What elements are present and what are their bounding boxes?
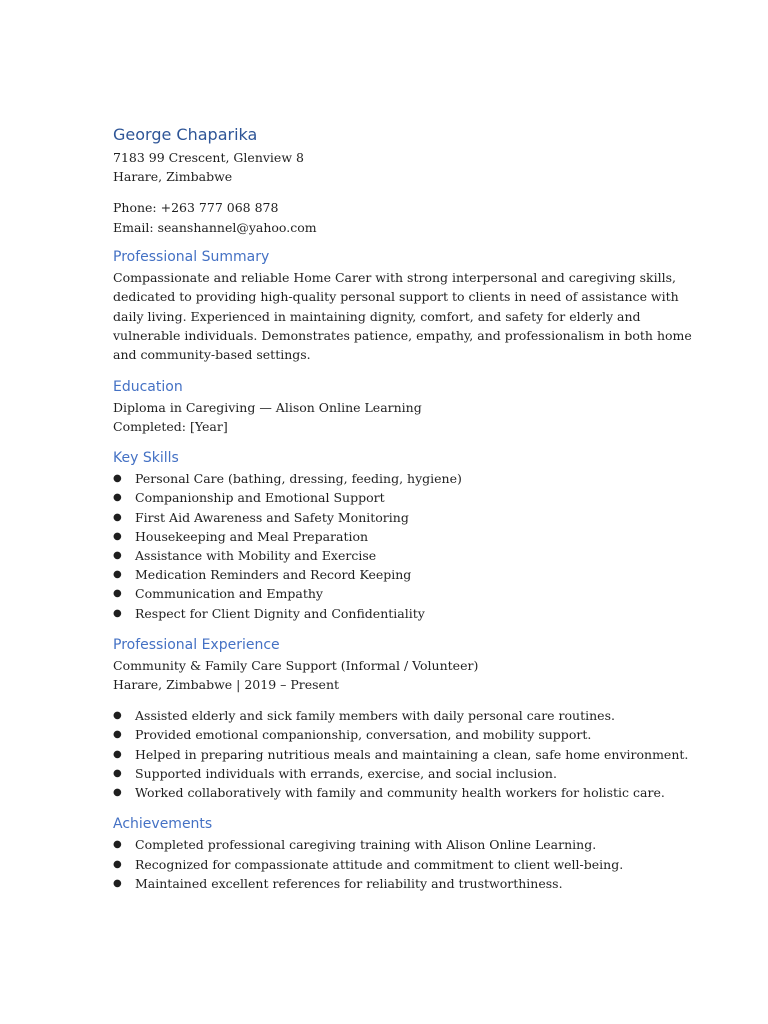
list-item — [113, 546, 673, 565]
bullet-icon: ● — [113, 858, 122, 870]
list-item-text: Medication Reminders and Record Keeping — [135, 567, 412, 583]
list-item — [113, 874, 673, 893]
list-item — [113, 508, 673, 527]
summary-line: and community-based settings. — [113, 347, 311, 363]
bullet-icon: ● — [113, 839, 122, 851]
section-heading-achievements: Achievements — [113, 816, 213, 833]
list-item-text: Provided emotional companionship, conversation, and mobility support. — [135, 727, 592, 743]
experience-role: Community & Family Care Support (Informal / Volunteer) — [113, 657, 479, 673]
achievements-list — [113, 835, 673, 893]
list-item-text: Respect for Client Dignity and Confidentiality — [135, 605, 425, 621]
summary-line: vulnerable individuals. Demonstrates patience, empathy, and professionalism in both home — [113, 328, 692, 344]
phone-line: Phone: +263 777 068 878 — [113, 200, 279, 216]
section-heading-summary: Professional Summary — [113, 248, 270, 265]
bullet-icon: ● — [113, 787, 122, 799]
experience-list — [113, 706, 689, 802]
email-line: Email: seanshannel@yahoo.com — [113, 219, 317, 235]
bullet-icon: ● — [113, 710, 122, 722]
spacer — [113, 802, 673, 813]
bullet-icon: ● — [113, 530, 122, 542]
education-degree: Diploma in Caregiving — Alison Online Learning — [113, 399, 422, 415]
section-heading-education: Education — [113, 378, 183, 395]
bullet-icon: ● — [113, 767, 122, 779]
list-item-text: First Aid Awareness and Safety Monitoring — [135, 509, 409, 525]
spacer — [113, 623, 673, 634]
bullet-icon: ● — [113, 607, 122, 619]
section-heading-skills: Key Skills — [113, 450, 179, 467]
list-item-text: Worked collaboratively with family and community health workers for holistic care. — [135, 785, 665, 801]
education-completed: Completed: [Year] — [113, 419, 228, 435]
list-item — [113, 764, 673, 783]
summary-paragraph — [113, 268, 692, 365]
address-line-2: Harare, Zimbabwe — [113, 169, 233, 185]
bullet-icon: ● — [113, 748, 122, 760]
list-item-text: Helped in preparing nutritious meals and maintaining a clean, safe home environment. — [135, 746, 689, 762]
list-item — [113, 469, 673, 488]
spacer — [113, 436, 673, 447]
list-item-text: Recognized for compassionate attitude and commitment to client well-being. — [135, 856, 624, 872]
list-item — [113, 527, 673, 546]
list-item-text: Supported individuals with errands, exercise, and social inclusion. — [135, 765, 557, 781]
list-item-text: Assisted elderly and sick family members with daily personal care routines. — [135, 708, 615, 724]
summary-line: Compassionate and reliable Home Carer with strong interpersonal and caregiving skills, — [113, 269, 677, 285]
list-item-text: Communication and Empathy — [135, 586, 323, 602]
list-item — [113, 745, 689, 764]
spacer — [113, 186, 673, 198]
bullet-icon: ● — [113, 492, 122, 504]
list-item — [113, 488, 673, 507]
skills-list — [113, 469, 673, 623]
bullet-icon: ● — [113, 550, 122, 562]
bullet-icon: ● — [113, 473, 122, 485]
address-line-1: 7183 99 Crescent, Glenview 8 — [113, 150, 304, 165]
experience-location-period: Harare, Zimbabwe | 2019 – Present — [113, 677, 340, 693]
list-item — [113, 706, 673, 725]
list-item-text: Completed professional caregiving training with Alison Online Learning. — [135, 837, 597, 853]
bullet-icon: ● — [113, 729, 122, 741]
resume-document — [113, 123, 692, 893]
bullet-icon: ● — [113, 588, 122, 600]
list-item-text: Personal Care (bathing, dressing, feeding, hygiene) — [135, 471, 462, 487]
list-item — [113, 604, 673, 623]
list-item — [113, 584, 673, 603]
list-item — [113, 835, 673, 854]
bullet-icon: ● — [113, 511, 122, 523]
bullet-icon: ● — [113, 569, 122, 581]
spacer — [113, 237, 673, 246]
list-item-text: Housekeeping and Meal Preparation — [135, 528, 369, 544]
summary-line: daily living. Experienced in maintaining dignity, comfort, and safety for elderly and — [113, 308, 641, 324]
applicant-name: George Chaparika — [113, 125, 258, 144]
list-item-text: Assistance with Mobility and Exercise — [135, 548, 377, 564]
spacer — [113, 365, 673, 376]
list-item — [113, 565, 673, 584]
bullet-icon: ● — [113, 877, 122, 889]
list-item — [113, 855, 673, 874]
summary-line: dedicated to providing high-quality personal support to clients in need of assistance with — [113, 289, 679, 305]
list-item — [113, 725, 673, 744]
spacer — [113, 694, 673, 706]
list-item — [113, 783, 673, 802]
list-item-text: Maintained excellent references for reliability and trustworthiness. — [135, 875, 563, 891]
list-item-text: Companionship and Emotional Support — [135, 490, 385, 506]
section-heading-experience: Professional Experience — [113, 636, 280, 653]
